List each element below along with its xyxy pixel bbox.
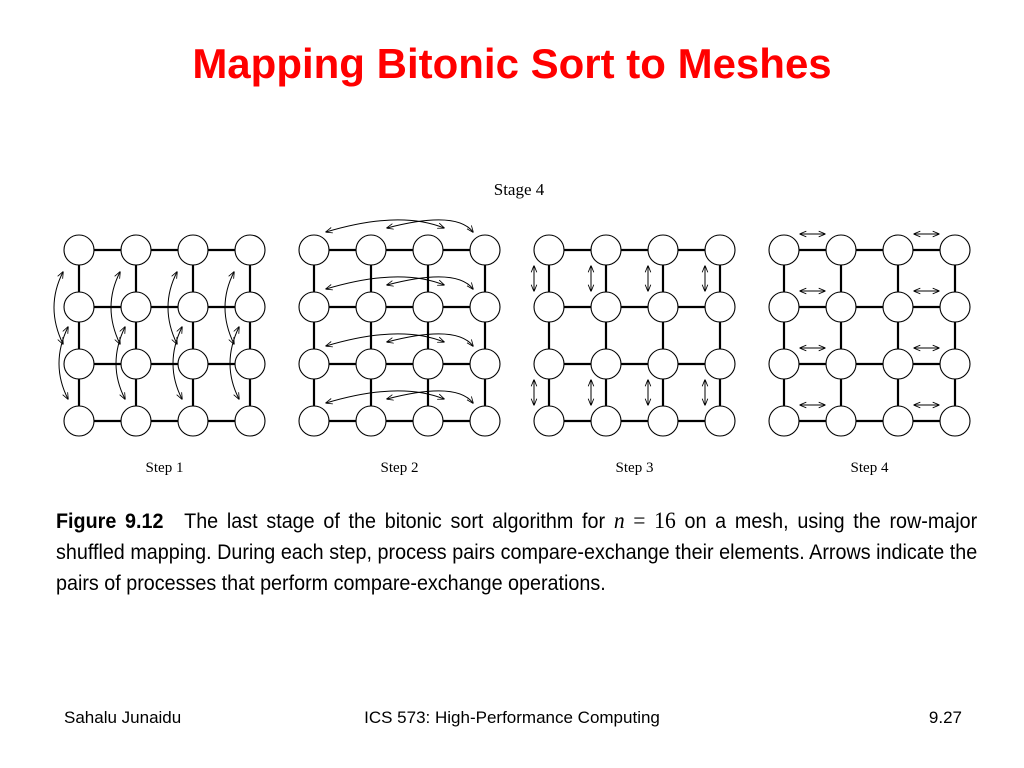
mesh-step-1	[54, 235, 265, 476]
figure-caption	[56, 505, 977, 599]
bitonic-mesh-figure	[0, 170, 1024, 480]
process-node	[121, 235, 151, 265]
process-node	[648, 349, 678, 379]
process-node	[413, 349, 443, 379]
process-node	[413, 406, 443, 436]
process-node	[705, 292, 735, 322]
process-node	[64, 235, 94, 265]
step-label: Step 3	[615, 460, 654, 476]
compare-exchange-arrow	[387, 277, 473, 289]
process-node	[178, 349, 208, 379]
process-node	[648, 406, 678, 436]
process-node	[356, 235, 386, 265]
process-node	[121, 406, 151, 436]
process-node	[413, 235, 443, 265]
process-node	[356, 349, 386, 379]
step-label: Step 4	[850, 460, 889, 476]
process-node	[534, 292, 564, 322]
caption-math-rest: = 16	[624, 508, 676, 533]
footer-slide-number: 9.27	[928, 708, 962, 727]
process-node	[413, 292, 443, 322]
mesh-step-2	[299, 220, 500, 476]
process-node	[356, 292, 386, 322]
mesh-step-4	[769, 234, 970, 476]
compare-exchange-arrow	[387, 334, 473, 346]
process-node	[883, 235, 913, 265]
process-node	[356, 406, 386, 436]
process-node	[648, 235, 678, 265]
process-node	[826, 292, 856, 322]
process-node	[235, 235, 265, 265]
step-label: Step 1	[145, 460, 184, 476]
slide-title: Mapping Bitonic Sort to Meshes	[192, 40, 832, 87]
process-node	[178, 406, 208, 436]
process-node	[826, 406, 856, 436]
process-node	[883, 406, 913, 436]
step-label: Step 2	[380, 460, 419, 476]
compare-exchange-arrow	[326, 220, 444, 232]
process-node	[235, 349, 265, 379]
process-node	[299, 406, 329, 436]
footer-author: Sahalu Junaidu	[64, 708, 182, 727]
mesh-step-3	[534, 235, 735, 476]
process-node	[705, 406, 735, 436]
process-node	[769, 292, 799, 322]
process-node	[769, 235, 799, 265]
caption-math-var: n	[613, 508, 625, 533]
process-node	[299, 292, 329, 322]
compare-exchange-arrow	[326, 334, 444, 346]
process-node	[178, 235, 208, 265]
process-node	[299, 349, 329, 379]
figure-label: Figure 9.12	[56, 510, 164, 533]
process-node	[534, 406, 564, 436]
stage-label: Stage 4	[493, 180, 545, 199]
compare-exchange-arrow	[326, 391, 444, 403]
process-node	[470, 406, 500, 436]
caption-math	[614, 508, 676, 533]
process-node	[235, 406, 265, 436]
process-node	[470, 292, 500, 322]
process-node	[591, 292, 621, 322]
process-node	[64, 292, 94, 322]
process-node	[769, 406, 799, 436]
caption-text-after: on a mesh, using the row-major shuffled mapping. During each step, process pairs compare-exchange their elements. Arrows indicate the pairs of processes that perform compare-exchange operations.	[56, 510, 978, 595]
process-node	[534, 349, 564, 379]
process-node	[769, 349, 799, 379]
compare-exchange-arrow	[387, 391, 473, 403]
process-node	[940, 292, 970, 322]
process-node	[178, 292, 208, 322]
process-node	[705, 235, 735, 265]
process-node	[64, 349, 94, 379]
process-node	[64, 406, 94, 436]
process-node	[705, 349, 735, 379]
process-node	[883, 292, 913, 322]
process-node	[883, 349, 913, 379]
process-node	[940, 235, 970, 265]
process-node	[470, 235, 500, 265]
process-node	[470, 349, 500, 379]
process-node	[648, 292, 678, 322]
process-node	[591, 349, 621, 379]
caption-text-before: The last stage of the bitonic sort algorithm for	[184, 510, 614, 533]
compare-exchange-arrow	[54, 272, 63, 344]
footer-course: ICS 573: High-Performance Computing	[364, 708, 660, 727]
process-node	[534, 235, 564, 265]
compare-exchange-arrow	[326, 277, 444, 289]
process-node	[121, 349, 151, 379]
process-node	[121, 292, 151, 322]
process-node	[826, 349, 856, 379]
process-node	[940, 349, 970, 379]
process-node	[826, 235, 856, 265]
process-node	[940, 406, 970, 436]
process-node	[235, 292, 265, 322]
process-node	[299, 235, 329, 265]
compare-exchange-arrow	[387, 220, 473, 232]
process-node	[591, 235, 621, 265]
process-node	[591, 406, 621, 436]
